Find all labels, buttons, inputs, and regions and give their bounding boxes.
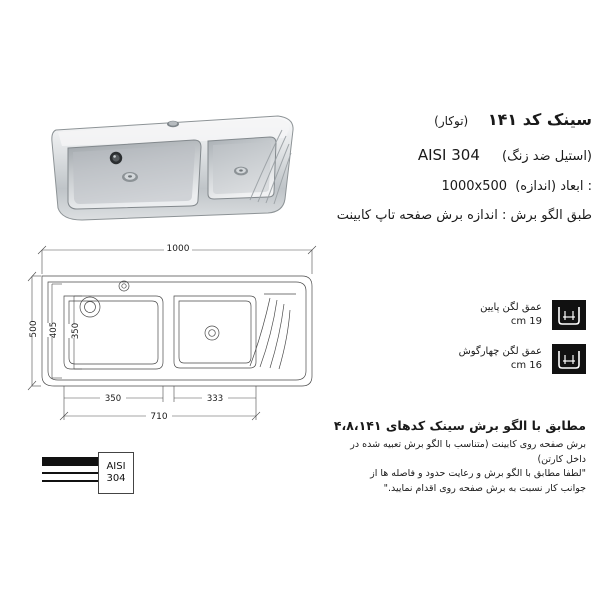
aisi-stamp-box (98, 452, 134, 494)
dim-bowl-height-label: 350 (71, 322, 81, 340)
product-title (330, 108, 592, 132)
product-title-sub: (توکار) (434, 114, 469, 128)
cut-note-line-1: برش صفحه روی کابینت (متناسب با الگو برش تعبیه شده در داخل کارتن) (350, 439, 586, 465)
bowl-depth-icon (552, 344, 586, 374)
depth-text (459, 345, 542, 373)
aisi-stamp-line-1: AISI (106, 460, 126, 472)
depth-value: 19 cm (510, 316, 542, 327)
steel-swatch-icon (42, 453, 98, 493)
depth-value: 16 cm (510, 360, 542, 371)
aisi-stamp (36, 452, 134, 494)
bowl-depth-icon (552, 300, 586, 330)
material-note: (استیل ضد زنگ) (502, 149, 592, 164)
dim-bowl-left-label: 350 (104, 394, 122, 404)
cut-template-line: طبق الگو برش : اندازه برش صفحه تاپ کابینت (336, 208, 592, 223)
product-title-main: سینک کد ۱۴۱ (487, 110, 592, 129)
depth-list (336, 300, 586, 388)
dim-bottom-label: 710 (150, 412, 168, 422)
cut-note-line-2: "لطفا مطابق با الگو برش و رعایت حدود و فاصله ها از (370, 468, 586, 480)
material-grade: AISI 304 (417, 146, 480, 164)
dim-bowl-right-label: 333 (206, 394, 224, 404)
aisi-stamp-line-2: 304 (106, 473, 126, 484)
dim-top-label: 1000 (166, 244, 190, 254)
material-row (330, 144, 592, 167)
dimension-row (330, 177, 592, 197)
list-item (336, 344, 586, 374)
cut-note-heading: مطابق با الگو برش سینک کدهای ۴،۸،۱۴۱ (333, 418, 586, 433)
spec-text-column (330, 108, 592, 232)
cut-note (328, 418, 586, 497)
depth-label: عمق لگن پایین (480, 302, 542, 313)
dim-left-inner-label: 405 (49, 321, 59, 339)
depth-text (480, 301, 542, 329)
dim-left-outer-label: 500 (29, 320, 39, 338)
list-item (336, 300, 586, 330)
dimension-value: 1000x500 (441, 178, 508, 194)
cut-note-line-3: جوانب کار نسبت به برش صفحه روی اقدام نمایید." (383, 483, 586, 495)
technical-drawing (24, 238, 324, 438)
depth-label: عمق لگن چهارگوش (458, 346, 542, 357)
product-photo (42, 96, 304, 226)
dimension-label: : ابعاد (اندازه) (515, 178, 592, 194)
